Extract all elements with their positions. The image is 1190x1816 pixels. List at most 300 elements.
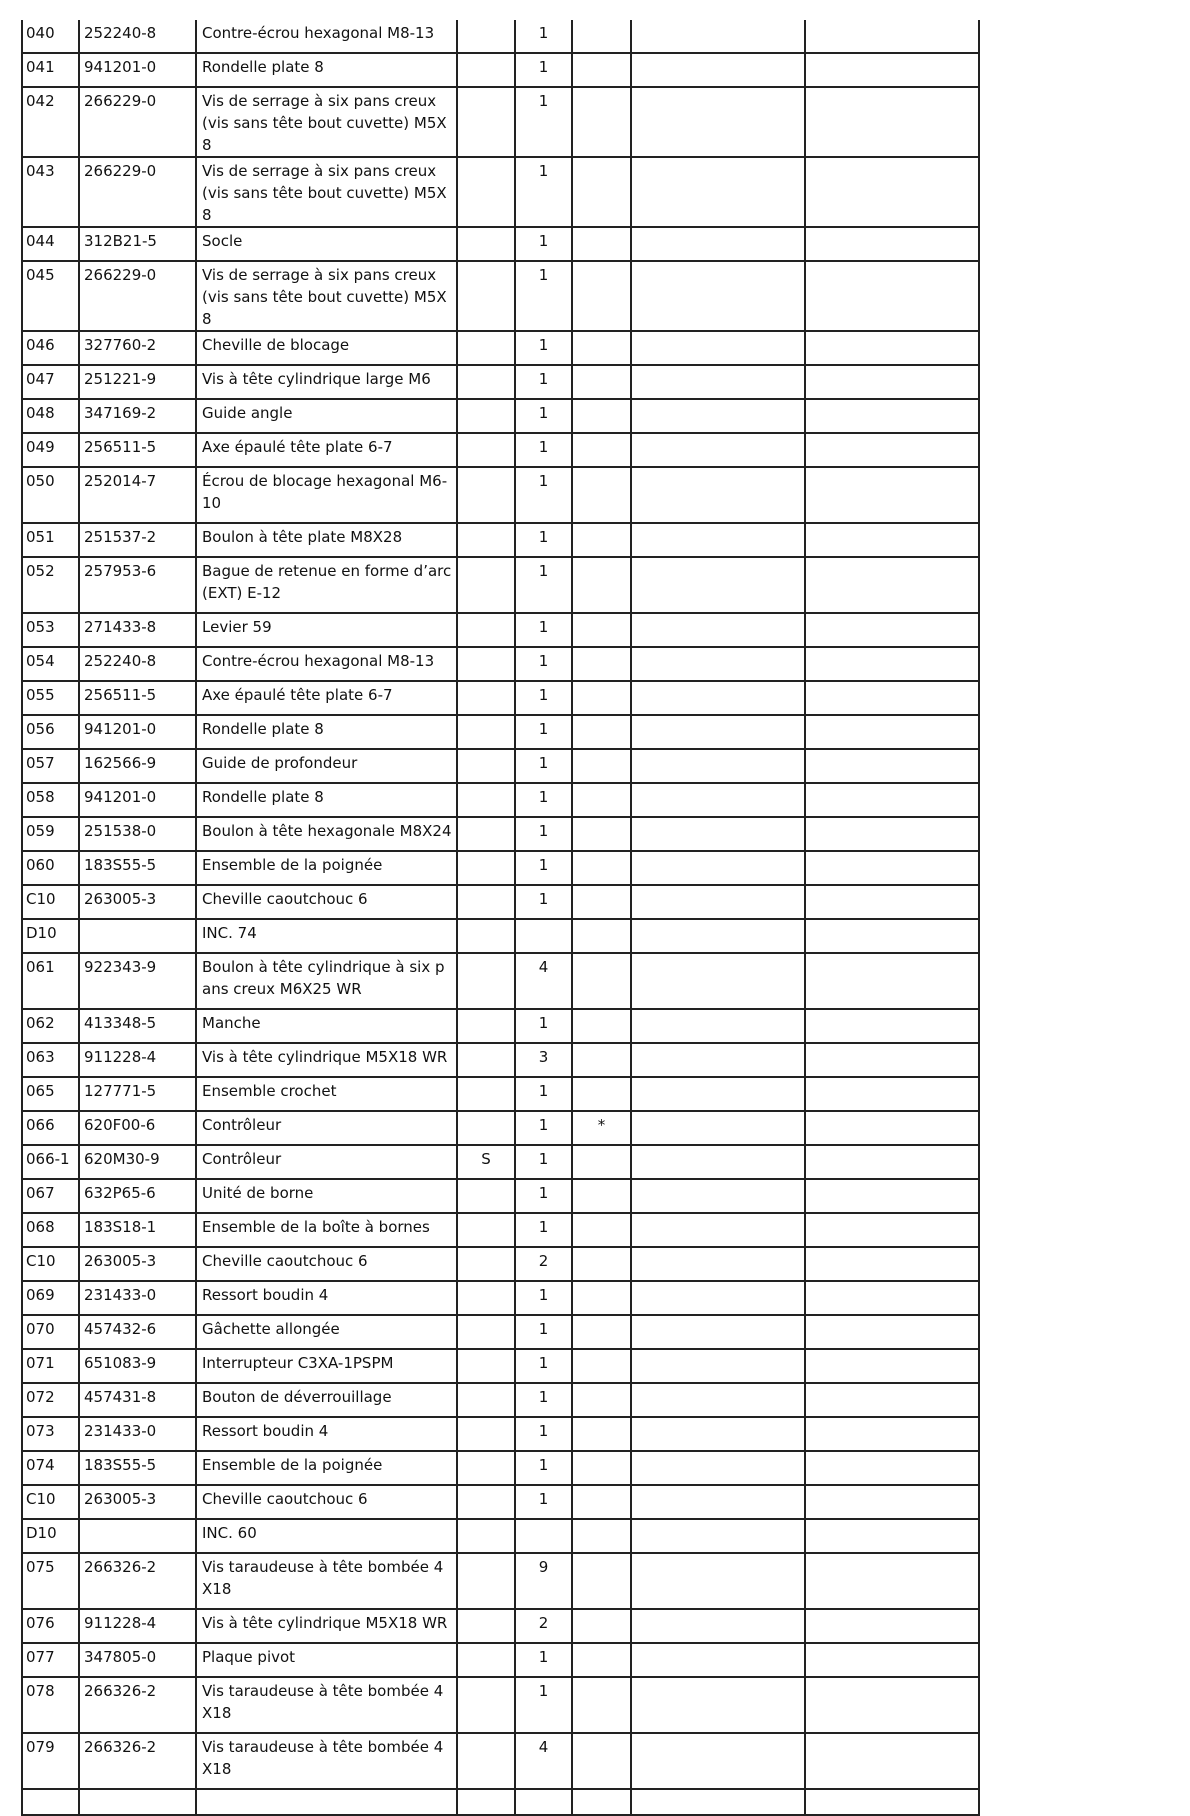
table-row xyxy=(22,1349,979,1383)
mark-cell xyxy=(572,20,631,53)
description-cell: Rondelle plate 8 xyxy=(196,783,457,817)
description-cell: Unité de borne xyxy=(196,1179,457,1213)
empty-cell xyxy=(631,557,805,613)
description-cell: Socle xyxy=(196,227,457,261)
note-cell xyxy=(457,953,515,1009)
item-number-cell: C10 xyxy=(22,1485,79,1519)
description-cell: Vis de serrage à six pans creux (vis sans tête bout cuvette) M5X8 xyxy=(196,261,457,331)
item-number-cell: 059 xyxy=(22,817,79,851)
note-cell xyxy=(457,851,515,885)
empty-cell xyxy=(805,1553,979,1609)
note-cell xyxy=(457,157,515,227)
empty-cell xyxy=(805,433,979,467)
empty-cell xyxy=(805,851,979,885)
empty-cell xyxy=(631,783,805,817)
table-row xyxy=(22,613,979,647)
item-number-cell: 058 xyxy=(22,783,79,817)
item-number-cell: 051 xyxy=(22,523,79,557)
empty-cell xyxy=(805,647,979,681)
part-number-cell: 256511-5 xyxy=(79,433,196,467)
mark-cell xyxy=(572,1009,631,1043)
empty-cell xyxy=(631,1383,805,1417)
empty-cell xyxy=(631,1077,805,1111)
empty-cell xyxy=(805,1145,979,1179)
part-number-cell xyxy=(79,919,196,953)
description-cell: Contrôleur xyxy=(196,1111,457,1145)
quantity-cell: 1 xyxy=(515,647,572,681)
mark-cell xyxy=(572,1213,631,1247)
table-row xyxy=(22,523,979,557)
empty-cell xyxy=(805,1609,979,1643)
description-cell: Gâchette allongée xyxy=(196,1315,457,1349)
part-number-cell: 941201-0 xyxy=(79,783,196,817)
mark-cell xyxy=(572,1485,631,1519)
empty-cell xyxy=(631,1733,805,1789)
empty-cell xyxy=(631,157,805,227)
description-cell: Cheville caoutchouc 6 xyxy=(196,1247,457,1281)
note-cell xyxy=(457,1009,515,1043)
mark-cell xyxy=(572,331,631,365)
note-cell: S xyxy=(457,1145,515,1179)
mark-cell xyxy=(572,365,631,399)
description-cell: Interrupteur C3XA-1PSPM xyxy=(196,1349,457,1383)
empty-cell xyxy=(631,433,805,467)
empty-cell xyxy=(631,817,805,851)
note-cell xyxy=(457,1247,515,1281)
description-cell: Manche xyxy=(196,1009,457,1043)
description-cell: Contre-écrou hexagonal M8-13 xyxy=(196,647,457,681)
description-cell: Vis à tête cylindrique M5X18 WR xyxy=(196,1609,457,1643)
description-cell: Vis à tête cylindrique large M6 xyxy=(196,365,457,399)
empty-cell xyxy=(805,365,979,399)
table-row xyxy=(22,953,979,1009)
empty-cell xyxy=(805,1111,979,1145)
item-number-cell: 043 xyxy=(22,157,79,227)
quantity-cell: 1 xyxy=(515,399,572,433)
note-cell xyxy=(457,647,515,681)
empty-cell xyxy=(805,1247,979,1281)
item-number-cell: 069 xyxy=(22,1281,79,1315)
description-cell: Boulon à tête plate M8X28 xyxy=(196,523,457,557)
empty-cell xyxy=(631,953,805,1009)
part-number-cell xyxy=(79,1519,196,1553)
empty-cell xyxy=(631,715,805,749)
description-cell: Ressort boudin 4 xyxy=(196,1281,457,1315)
mark-cell xyxy=(572,1043,631,1077)
mark-cell xyxy=(572,1315,631,1349)
note-cell xyxy=(457,1349,515,1383)
part-number-cell: 941201-0 xyxy=(79,715,196,749)
item-number-cell: 047 xyxy=(22,365,79,399)
part-number-cell: 252014-7 xyxy=(79,467,196,523)
note-cell xyxy=(457,1789,515,1815)
mark-cell xyxy=(572,157,631,227)
mark-cell xyxy=(572,1519,631,1553)
empty-cell xyxy=(631,87,805,157)
note-cell xyxy=(457,1733,515,1789)
part-number-cell: 312B21-5 xyxy=(79,227,196,261)
description-cell: Vis de serrage à six pans creux (vis sans tête bout cuvette) M5X8 xyxy=(196,157,457,227)
mark-cell xyxy=(572,817,631,851)
note-cell xyxy=(457,227,515,261)
part-number-cell: 266229-0 xyxy=(79,261,196,331)
description-cell: Écrou de blocage hexagonal M6-10 xyxy=(196,467,457,523)
mark-cell xyxy=(572,1383,631,1417)
item-number-cell: 045 xyxy=(22,261,79,331)
description-cell: Cheville caoutchouc 6 xyxy=(196,1485,457,1519)
table-row xyxy=(22,157,979,227)
mark-cell xyxy=(572,1789,631,1815)
table-row xyxy=(22,1609,979,1643)
item-number-cell: 063 xyxy=(22,1043,79,1077)
empty-cell xyxy=(631,1349,805,1383)
table-row xyxy=(22,1213,979,1247)
table-row xyxy=(22,1733,979,1789)
empty-cell xyxy=(805,1451,979,1485)
quantity-cell: 2 xyxy=(515,1247,572,1281)
table-row xyxy=(22,557,979,613)
description-cell: Vis taraudeuse à tête bombée 4X18 xyxy=(196,1553,457,1609)
item-number-cell: 050 xyxy=(22,467,79,523)
mark-cell xyxy=(572,467,631,523)
part-number-cell: 183S18-1 xyxy=(79,1213,196,1247)
empty-cell xyxy=(631,467,805,523)
description-cell: Contre-écrou hexagonal M8-13 xyxy=(196,20,457,53)
table-row xyxy=(22,20,979,53)
mark-cell xyxy=(572,53,631,87)
description-cell: Cheville caoutchouc 6 xyxy=(196,885,457,919)
table-row xyxy=(22,851,979,885)
empty-cell xyxy=(805,523,979,557)
quantity-cell xyxy=(515,1519,572,1553)
part-number-cell: 251221-9 xyxy=(79,365,196,399)
empty-cell xyxy=(805,227,979,261)
quantity-cell: 1 xyxy=(515,613,572,647)
description-cell: Cheville de blocage xyxy=(196,331,457,365)
description-cell: Plaque pivot xyxy=(196,1643,457,1677)
item-number-cell: 055 xyxy=(22,681,79,715)
description-cell: Rondelle plate 8 xyxy=(196,53,457,87)
description-cell: Vis de serrage à six pans creux (vis sans tête bout cuvette) M5X8 xyxy=(196,87,457,157)
part-number-cell: 251538-0 xyxy=(79,817,196,851)
part-number-cell: 256511-5 xyxy=(79,681,196,715)
description-cell: Contrôleur xyxy=(196,1145,457,1179)
parts-list-body xyxy=(22,20,979,1815)
quantity-cell: 1 xyxy=(515,1417,572,1451)
part-number-cell: 266326-2 xyxy=(79,1733,196,1789)
table-row xyxy=(22,1417,979,1451)
quantity-cell: 1 xyxy=(515,1485,572,1519)
item-number-cell: 044 xyxy=(22,227,79,261)
part-number-cell: 251537-2 xyxy=(79,523,196,557)
item-number-cell: 067 xyxy=(22,1179,79,1213)
description-cell: Axe épaulé tête plate 6-7 xyxy=(196,681,457,715)
quantity-cell: 1 xyxy=(515,365,572,399)
empty-cell xyxy=(631,885,805,919)
empty-cell xyxy=(631,20,805,53)
item-number-cell: 070 xyxy=(22,1315,79,1349)
note-cell xyxy=(457,467,515,523)
part-number-cell: 183S55-5 xyxy=(79,851,196,885)
mark-cell xyxy=(572,1553,631,1609)
note-cell xyxy=(457,53,515,87)
empty-cell xyxy=(805,331,979,365)
mark-cell xyxy=(572,647,631,681)
empty-cell xyxy=(805,885,979,919)
part-number-cell: 252240-8 xyxy=(79,20,196,53)
table-row xyxy=(22,87,979,157)
empty-cell xyxy=(631,851,805,885)
table-row xyxy=(22,1009,979,1043)
table-row xyxy=(22,1111,979,1145)
table-row xyxy=(22,1553,979,1609)
item-number-cell: 072 xyxy=(22,1383,79,1417)
part-number-cell: 620M30-9 xyxy=(79,1145,196,1179)
empty-cell xyxy=(805,467,979,523)
empty-cell xyxy=(805,1677,979,1733)
table-row xyxy=(22,1179,979,1213)
empty-cell xyxy=(631,647,805,681)
quantity-cell: 9 xyxy=(515,1553,572,1609)
note-cell xyxy=(457,749,515,783)
empty-cell xyxy=(631,1315,805,1349)
table-row xyxy=(22,399,979,433)
empty-cell xyxy=(631,1643,805,1677)
empty-cell xyxy=(805,749,979,783)
item-number-cell: 046 xyxy=(22,331,79,365)
note-cell xyxy=(457,1609,515,1643)
note-cell xyxy=(457,1077,515,1111)
part-number-cell: 252240-8 xyxy=(79,647,196,681)
part-number-cell: 231433-0 xyxy=(79,1417,196,1451)
quantity-cell: 1 xyxy=(515,715,572,749)
note-cell xyxy=(457,1213,515,1247)
empty-cell xyxy=(805,1383,979,1417)
quantity-cell: 4 xyxy=(515,1733,572,1789)
note-cell xyxy=(457,399,515,433)
mark-cell xyxy=(572,1145,631,1179)
quantity-cell xyxy=(515,1789,572,1815)
empty-cell xyxy=(805,919,979,953)
empty-cell xyxy=(631,1111,805,1145)
note-cell xyxy=(457,1677,515,1733)
empty-cell xyxy=(631,613,805,647)
quantity-cell: 1 xyxy=(515,53,572,87)
description-cell: Levier 59 xyxy=(196,613,457,647)
empty-cell xyxy=(631,261,805,331)
empty-cell xyxy=(631,1553,805,1609)
table-row xyxy=(22,53,979,87)
mark-cell: * xyxy=(572,1111,631,1145)
table-row xyxy=(22,1677,979,1733)
empty-cell xyxy=(631,1009,805,1043)
mark-cell xyxy=(572,1733,631,1789)
part-number-cell: 266326-2 xyxy=(79,1553,196,1609)
quantity-cell: 1 xyxy=(515,1077,572,1111)
note-cell xyxy=(457,1643,515,1677)
part-number-cell: 231433-0 xyxy=(79,1281,196,1315)
description-cell: INC. 60 xyxy=(196,1519,457,1553)
quantity-cell: 1 xyxy=(515,227,572,261)
table-row xyxy=(22,433,979,467)
item-number-cell: 065 xyxy=(22,1077,79,1111)
part-number-cell: 257953-6 xyxy=(79,557,196,613)
note-cell xyxy=(457,523,515,557)
note-cell xyxy=(457,1553,515,1609)
item-number-cell: 052 xyxy=(22,557,79,613)
mark-cell xyxy=(572,87,631,157)
part-number-cell: 127771-5 xyxy=(79,1077,196,1111)
description-cell: Ensemble crochet xyxy=(196,1077,457,1111)
part-number-cell: 347805-0 xyxy=(79,1643,196,1677)
item-number-cell: 073 xyxy=(22,1417,79,1451)
quantity-cell: 1 xyxy=(515,523,572,557)
note-cell xyxy=(457,433,515,467)
mark-cell xyxy=(572,953,631,1009)
table-row xyxy=(22,1315,979,1349)
empty-cell xyxy=(631,1179,805,1213)
empty-cell xyxy=(805,261,979,331)
description-cell: Vis taraudeuse à tête bombée 4X18 xyxy=(196,1733,457,1789)
note-cell xyxy=(457,1485,515,1519)
empty-cell xyxy=(631,1043,805,1077)
table-row xyxy=(22,817,979,851)
empty-cell xyxy=(805,1281,979,1315)
empty-cell xyxy=(631,1519,805,1553)
note-cell xyxy=(457,613,515,647)
table-row xyxy=(22,1383,979,1417)
description-cell: Ensemble de la poignée xyxy=(196,851,457,885)
empty-cell xyxy=(805,613,979,647)
table-row xyxy=(22,1451,979,1485)
part-number-cell: 911228-4 xyxy=(79,1609,196,1643)
part-number-cell: 620F00-6 xyxy=(79,1111,196,1145)
quantity-cell xyxy=(515,919,572,953)
mark-cell xyxy=(572,851,631,885)
part-number-cell: 162566-9 xyxy=(79,749,196,783)
empty-cell xyxy=(805,157,979,227)
item-number-cell: 041 xyxy=(22,53,79,87)
note-cell xyxy=(457,1043,515,1077)
empty-cell xyxy=(631,1417,805,1451)
item-number-cell: 053 xyxy=(22,613,79,647)
description-cell: Ensemble de la boîte à bornes xyxy=(196,1213,457,1247)
table-row xyxy=(22,1485,979,1519)
note-cell xyxy=(457,1417,515,1451)
quantity-cell: 1 xyxy=(515,1451,572,1485)
part-number-cell: 457431-8 xyxy=(79,1383,196,1417)
mark-cell xyxy=(572,681,631,715)
item-number-cell: 042 xyxy=(22,87,79,157)
quantity-cell: 1 xyxy=(515,1677,572,1733)
quantity-cell: 1 xyxy=(515,1145,572,1179)
empty-cell xyxy=(631,1281,805,1315)
empty-cell xyxy=(631,1789,805,1815)
empty-cell xyxy=(805,1043,979,1077)
item-number-cell: 054 xyxy=(22,647,79,681)
empty-cell xyxy=(805,557,979,613)
item-number-cell: 076 xyxy=(22,1609,79,1643)
table-row xyxy=(22,467,979,523)
mark-cell xyxy=(572,557,631,613)
empty-cell xyxy=(805,783,979,817)
empty-cell xyxy=(631,1677,805,1733)
item-number-cell: 062 xyxy=(22,1009,79,1043)
note-cell xyxy=(457,331,515,365)
description-cell: Vis taraudeuse à tête bombée 4X18 xyxy=(196,1677,457,1733)
part-number-cell: 632P65-6 xyxy=(79,1179,196,1213)
empty-cell xyxy=(805,1349,979,1383)
item-number-cell: 075 xyxy=(22,1553,79,1609)
table-row xyxy=(22,1281,979,1315)
table-row xyxy=(22,919,979,953)
empty-cell xyxy=(805,1179,979,1213)
quantity-cell: 1 xyxy=(515,331,572,365)
note-cell xyxy=(457,817,515,851)
empty-cell xyxy=(631,399,805,433)
note-cell xyxy=(457,919,515,953)
quantity-cell: 2 xyxy=(515,1609,572,1643)
mark-cell xyxy=(572,1417,631,1451)
empty-cell xyxy=(805,1213,979,1247)
mark-cell xyxy=(572,749,631,783)
table-row xyxy=(22,749,979,783)
empty-cell xyxy=(631,523,805,557)
mark-cell xyxy=(572,433,631,467)
note-cell xyxy=(457,1281,515,1315)
quantity-cell: 1 xyxy=(515,1349,572,1383)
empty-cell xyxy=(805,53,979,87)
item-number-cell: C10 xyxy=(22,1247,79,1281)
part-number-cell: 457432-6 xyxy=(79,1315,196,1349)
item-number-cell: 040 xyxy=(22,20,79,53)
item-number-cell: D10 xyxy=(22,1519,79,1553)
quantity-cell: 1 xyxy=(515,1213,572,1247)
table-row xyxy=(22,1077,979,1111)
item-number-cell: 066-1 xyxy=(22,1145,79,1179)
quantity-cell: 4 xyxy=(515,953,572,1009)
mark-cell xyxy=(572,261,631,331)
empty-cell xyxy=(805,1077,979,1111)
note-cell xyxy=(457,1179,515,1213)
part-number-cell: 347169-2 xyxy=(79,399,196,433)
empty-cell xyxy=(805,953,979,1009)
empty-cell xyxy=(805,1643,979,1677)
item-number-cell xyxy=(22,1789,79,1815)
mark-cell xyxy=(572,783,631,817)
table-row xyxy=(22,647,979,681)
note-cell xyxy=(457,1451,515,1485)
table-row xyxy=(22,1789,979,1815)
part-number-cell: 651083-9 xyxy=(79,1349,196,1383)
part-number-cell xyxy=(79,1789,196,1815)
table-row xyxy=(22,227,979,261)
quantity-cell: 1 xyxy=(515,557,572,613)
quantity-cell: 1 xyxy=(515,1643,572,1677)
empty-cell xyxy=(631,53,805,87)
mark-cell xyxy=(572,1077,631,1111)
empty-cell xyxy=(805,1417,979,1451)
empty-cell xyxy=(805,1009,979,1043)
table-row xyxy=(22,1643,979,1677)
mark-cell xyxy=(572,919,631,953)
table-row xyxy=(22,331,979,365)
mark-cell xyxy=(572,1349,631,1383)
mark-cell xyxy=(572,1179,631,1213)
table-row xyxy=(22,681,979,715)
empty-cell xyxy=(805,1519,979,1553)
empty-cell xyxy=(631,1247,805,1281)
